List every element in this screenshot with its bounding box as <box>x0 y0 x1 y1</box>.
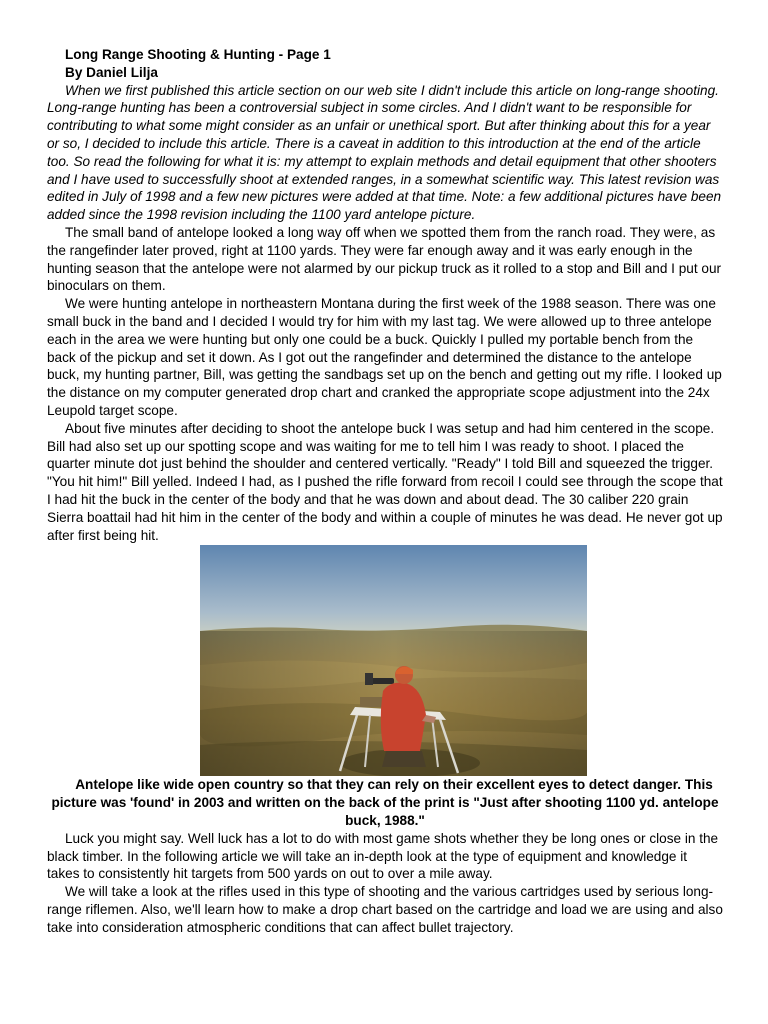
antelope-hunt-photo <box>200 545 587 776</box>
article-byline: By Daniel Lilja <box>65 64 158 80</box>
body-paragraph-3: About five minutes after deciding to shoot the antelope buck I was setup and had him centered in the scope. Bill had also set up our spotting scope and was waiting for me to tell him I was ready to shoot. I placed the quarter minute dot just behind the shoulder and centered vertically. "Ready" I told Bill and squeezed the trigger. "You hit him!" Bill yelled. Indeed I had, as I pushed the rifle forward from recoil I could see through the scope that I had hit the buck in the center of the body and that he was down and about dead. The 30 caliber 220 grain Sierra boattail had hit him in the center of the body and within a couple of minutes he was dead. He never got up after first being hit. <box>47 420 723 543</box>
body-paragraph-2: We were hunting antelope in northeastern Montana during the first week of the 1988 season. There was one small buck in the band and I decided I would try for him with my last tag. We were allowed up to three antelope each in the area we were hunting but only one could be a buck. Quickly I pulled my portable bench from the back of the pickup and set it down. As I got out the rangefinder and determined the distance to the antelope buck, my hunting partner, Bill, was getting the sandbags set up on the bench and getting out my rifle. I looked up the distance on my computer generated drop chart and cranked the appropriate scope adjustment into the 24x Leupold target scope. <box>47 296 722 418</box>
photo-caption: Antelope like wide open country so that they can rely on their excellent eyes to detect danger. This picture was 'found' in 2003 and written on the back of the print is "Just after shooting 1100 yd. antelope buck, 1988." <box>51 777 719 828</box>
article-title: Long Range Shooting & Hunting - Page 1 <box>65 47 331 62</box>
body-paragraph-1: The small band of antelope looked a long way off when we spotted them from the ranch road. They were, as the rangefinder later proved, right at 1100 yards. They were far enough away and it was early enough in the hunting season that the antelope were not alarmed by our pickup truck as it rolled to a stop and Bill and I put our binoculars on them. <box>47 224 722 294</box>
body-paragraph-4: Luck you might say. Well luck has a lot to do with most game shots whether they be long ones or close in the black timber. In the following article we will take an in-depth look at the type of equipment and knowledge it takes to consistently hit targets from 500 yards on out to over a mile away. <box>47 830 719 882</box>
body-paragraph-5: We will take a look at the rifles used in this type of shooting and the various cartridges used by serious long-range riflemen. Also, we'll learn how to make a drop chart based on the cartridge and load we are using and also take into consideration atmospheric conditions that can affect bullet trajectory. <box>47 884 723 935</box>
article-page <box>47 46 723 936</box>
intro-paragraph: When we first published this article section on our web site I didn't include this article on long-range shooting. Long-range hunting has been a controversial subject in some circles. And I didn't want to be responsible for contributing to what some might consider as an unfair or unethical sport. But after thinking about this for a year or so, I decided to include this article. There is a caveat in addition to this introduction at the end of the article too. So read the following for what it is: my attempt to explain methods and detail equipment that other shooters and I have used to successfully shoot at extended ranges, in a somewhat scientific way. This latest revision was edited in July of 1998 and a few new pictures were added at that time. Note: a few additional pictures have been added since the 1998 revision including the 1100 yard antelope picture. <box>47 82 722 223</box>
